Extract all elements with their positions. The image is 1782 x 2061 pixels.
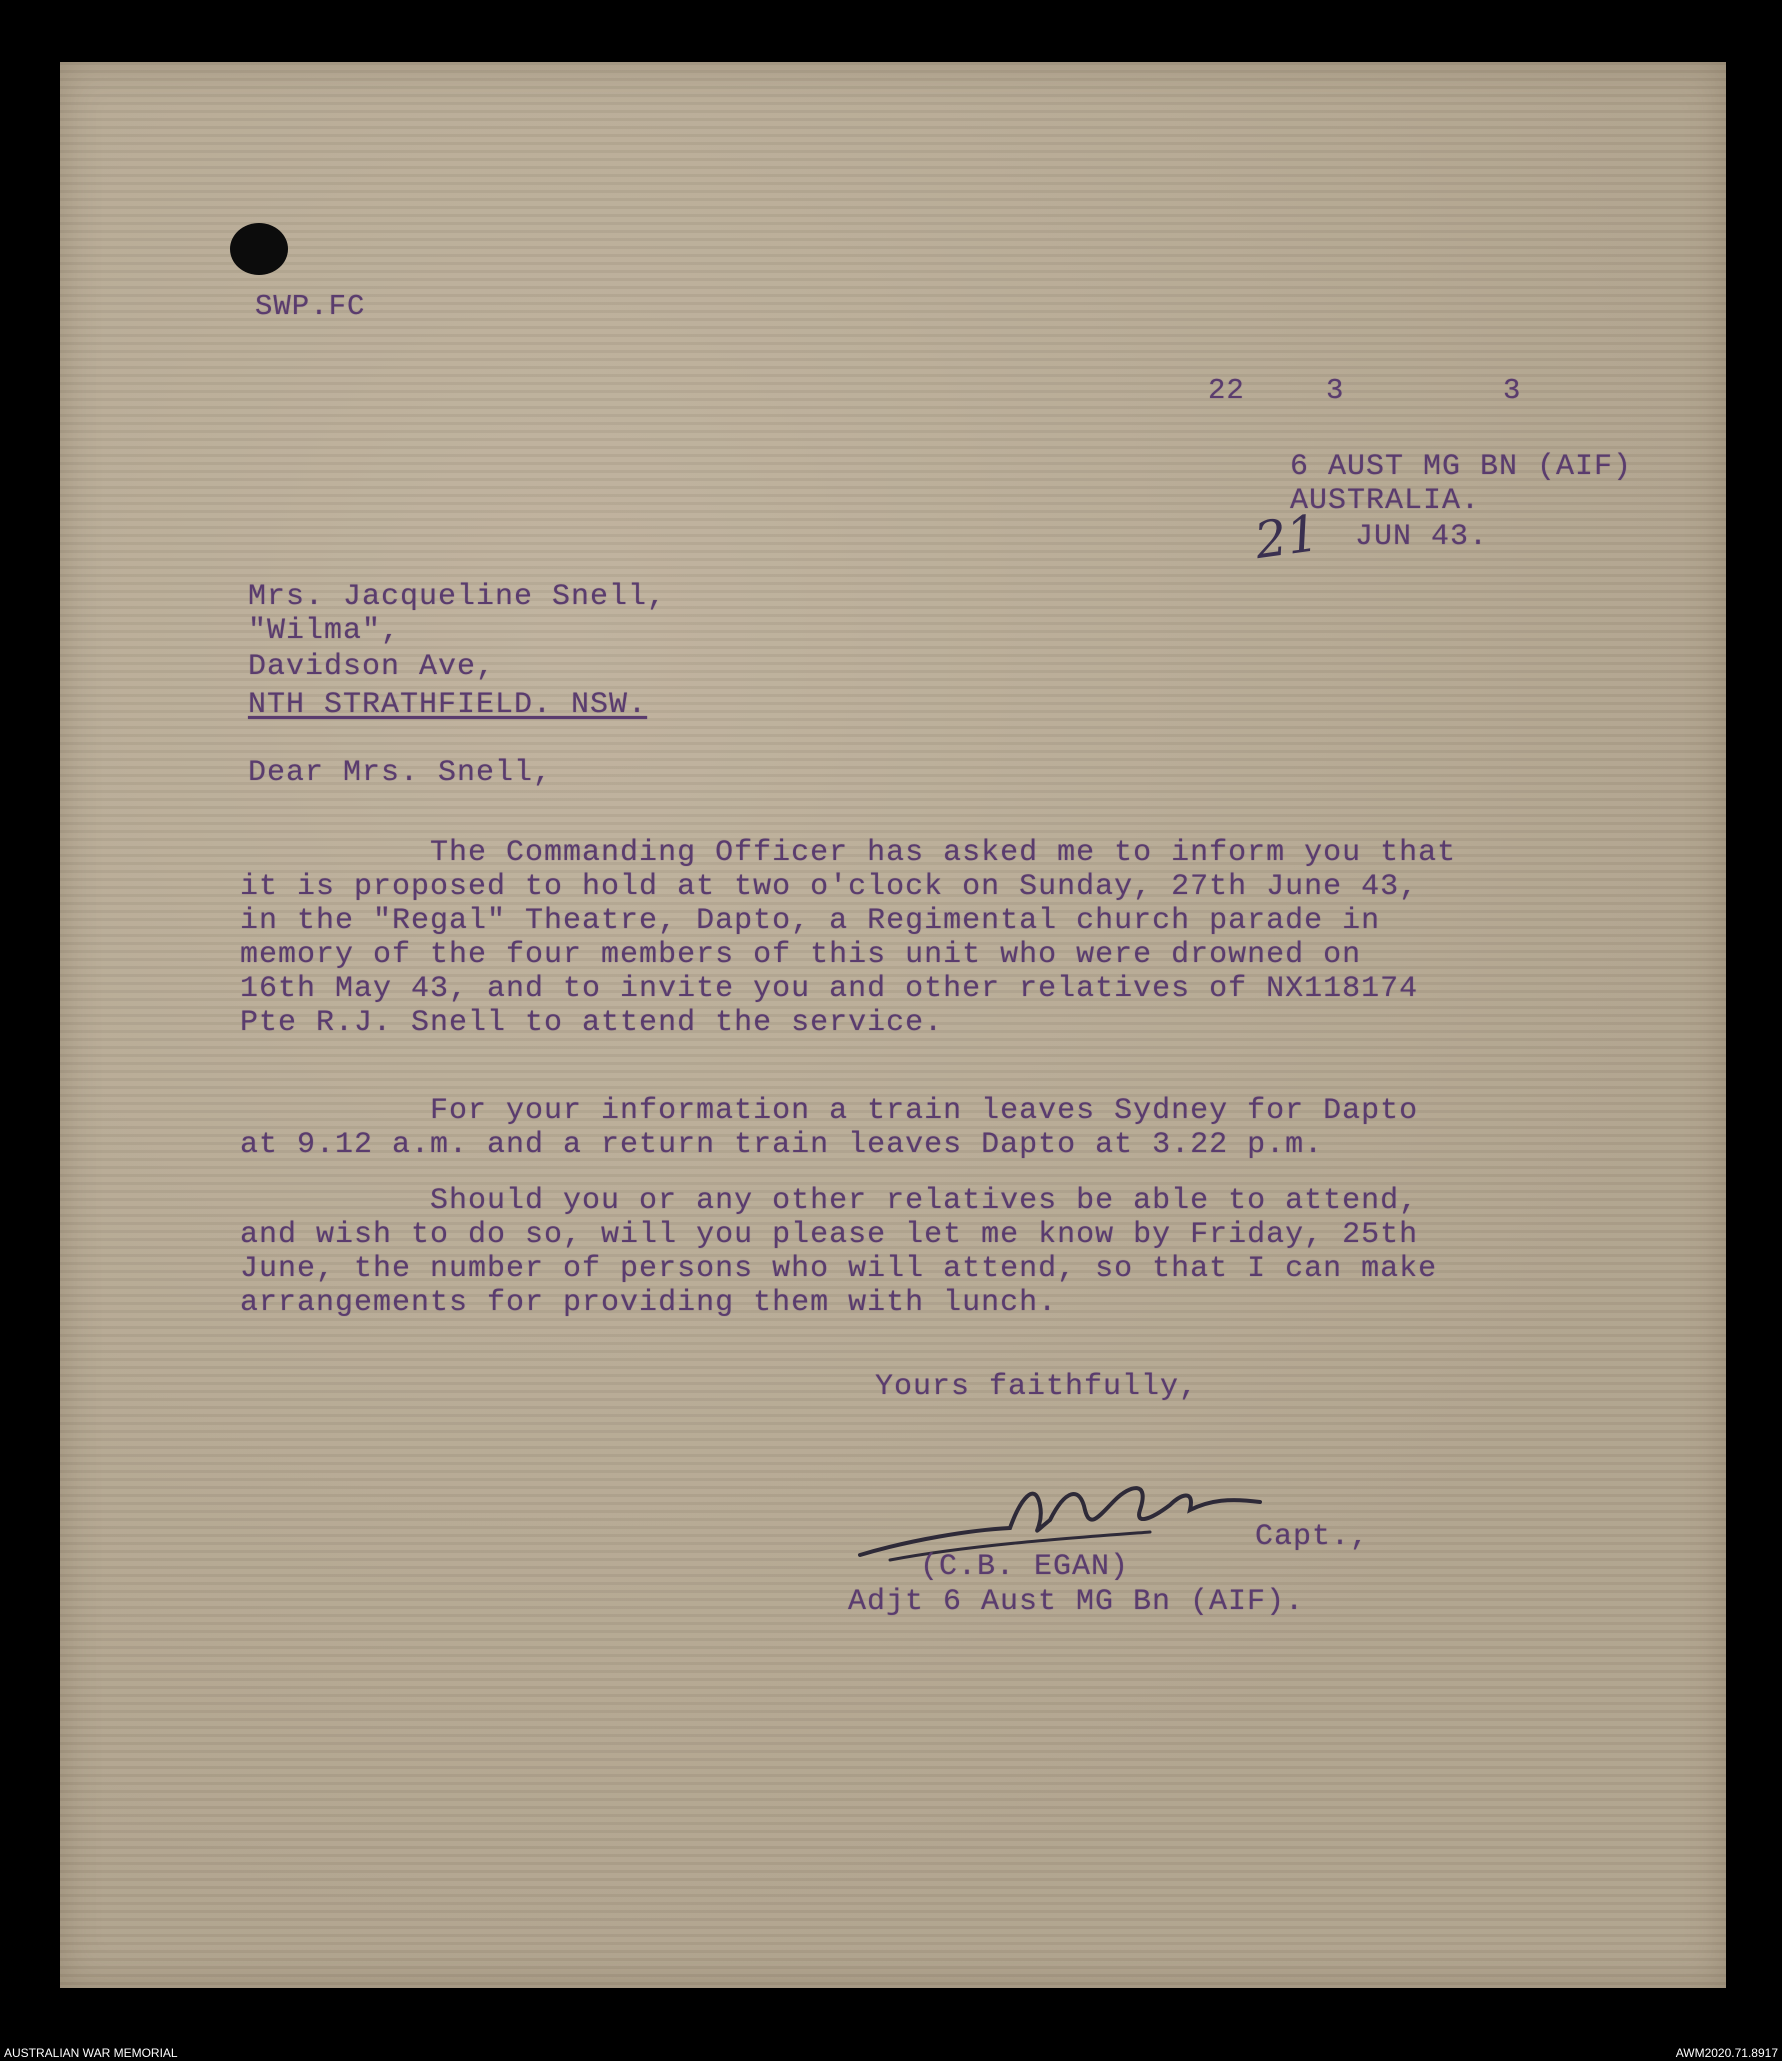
body-paragraph-3: Should you or any other relatives be able to attend, and wish to do so, will you please let me know by Friday, 25th June, the number of persons who will attend, so that I can make arrangements for providing them with lunch.	[240, 1184, 1438, 1320]
signatory-title: Adjt 6 Aust MG Bn (AIF).	[848, 1585, 1305, 1619]
unit-line-2: AUSTRALIA.	[1290, 484, 1481, 518]
recipient-street: Davidson Ave,	[248, 650, 496, 684]
file-number-part-2: 3	[1326, 374, 1345, 407]
archive-footer-right: AWM2020.71.8917	[1675, 2046, 1778, 2060]
unit-line-1: 6 AUST MG BN (AIF)	[1290, 450, 1633, 484]
unit-header	[1290, 450, 1632, 518]
punch-hole	[230, 223, 288, 275]
signatory-name: (C.B. EGAN)	[920, 1550, 1130, 1584]
closing: Yours faithfully,	[875, 1370, 1199, 1404]
typed-date: JUN 43.	[1355, 520, 1489, 554]
body-paragraph-1: The Commanding Officer has asked me to inform you that it is proposed to hold at two o'clock on Sunday, 27th June 43, in the "Regal" Theatre, Dapto, a Regimental church parade in memory of the four members of this unit who were drowned on 16th May 43, and to invite you and other relatives of NX118174 Pte R.J. Snell to attend the service.	[240, 836, 1457, 1040]
salutation: Dear Mrs. Snell,	[248, 756, 553, 790]
file-number-part-1: 22	[1208, 374, 1245, 407]
recipient-locality: NTH STRATHFIELD. NSW.	[248, 688, 648, 722]
archive-footer-left: AUSTRALIAN WAR MEMORIAL	[4, 2046, 178, 2060]
signatory-rank: Capt.,	[1255, 1520, 1370, 1554]
handwritten-date-day: 21	[1251, 503, 1323, 571]
body-paragraph-2: For your information a train leaves Sydney for Dapto at 9.12 a.m. and a return train leaves Dapto at 3.22 p.m.	[240, 1094, 1419, 1162]
recipient-house: "Wilma",	[248, 614, 401, 648]
recipient-name: Mrs. Jacqueline Snell,	[248, 580, 667, 614]
file-number-part-3: 3	[1503, 374, 1522, 407]
reference-code: SWP.FC	[255, 290, 366, 323]
